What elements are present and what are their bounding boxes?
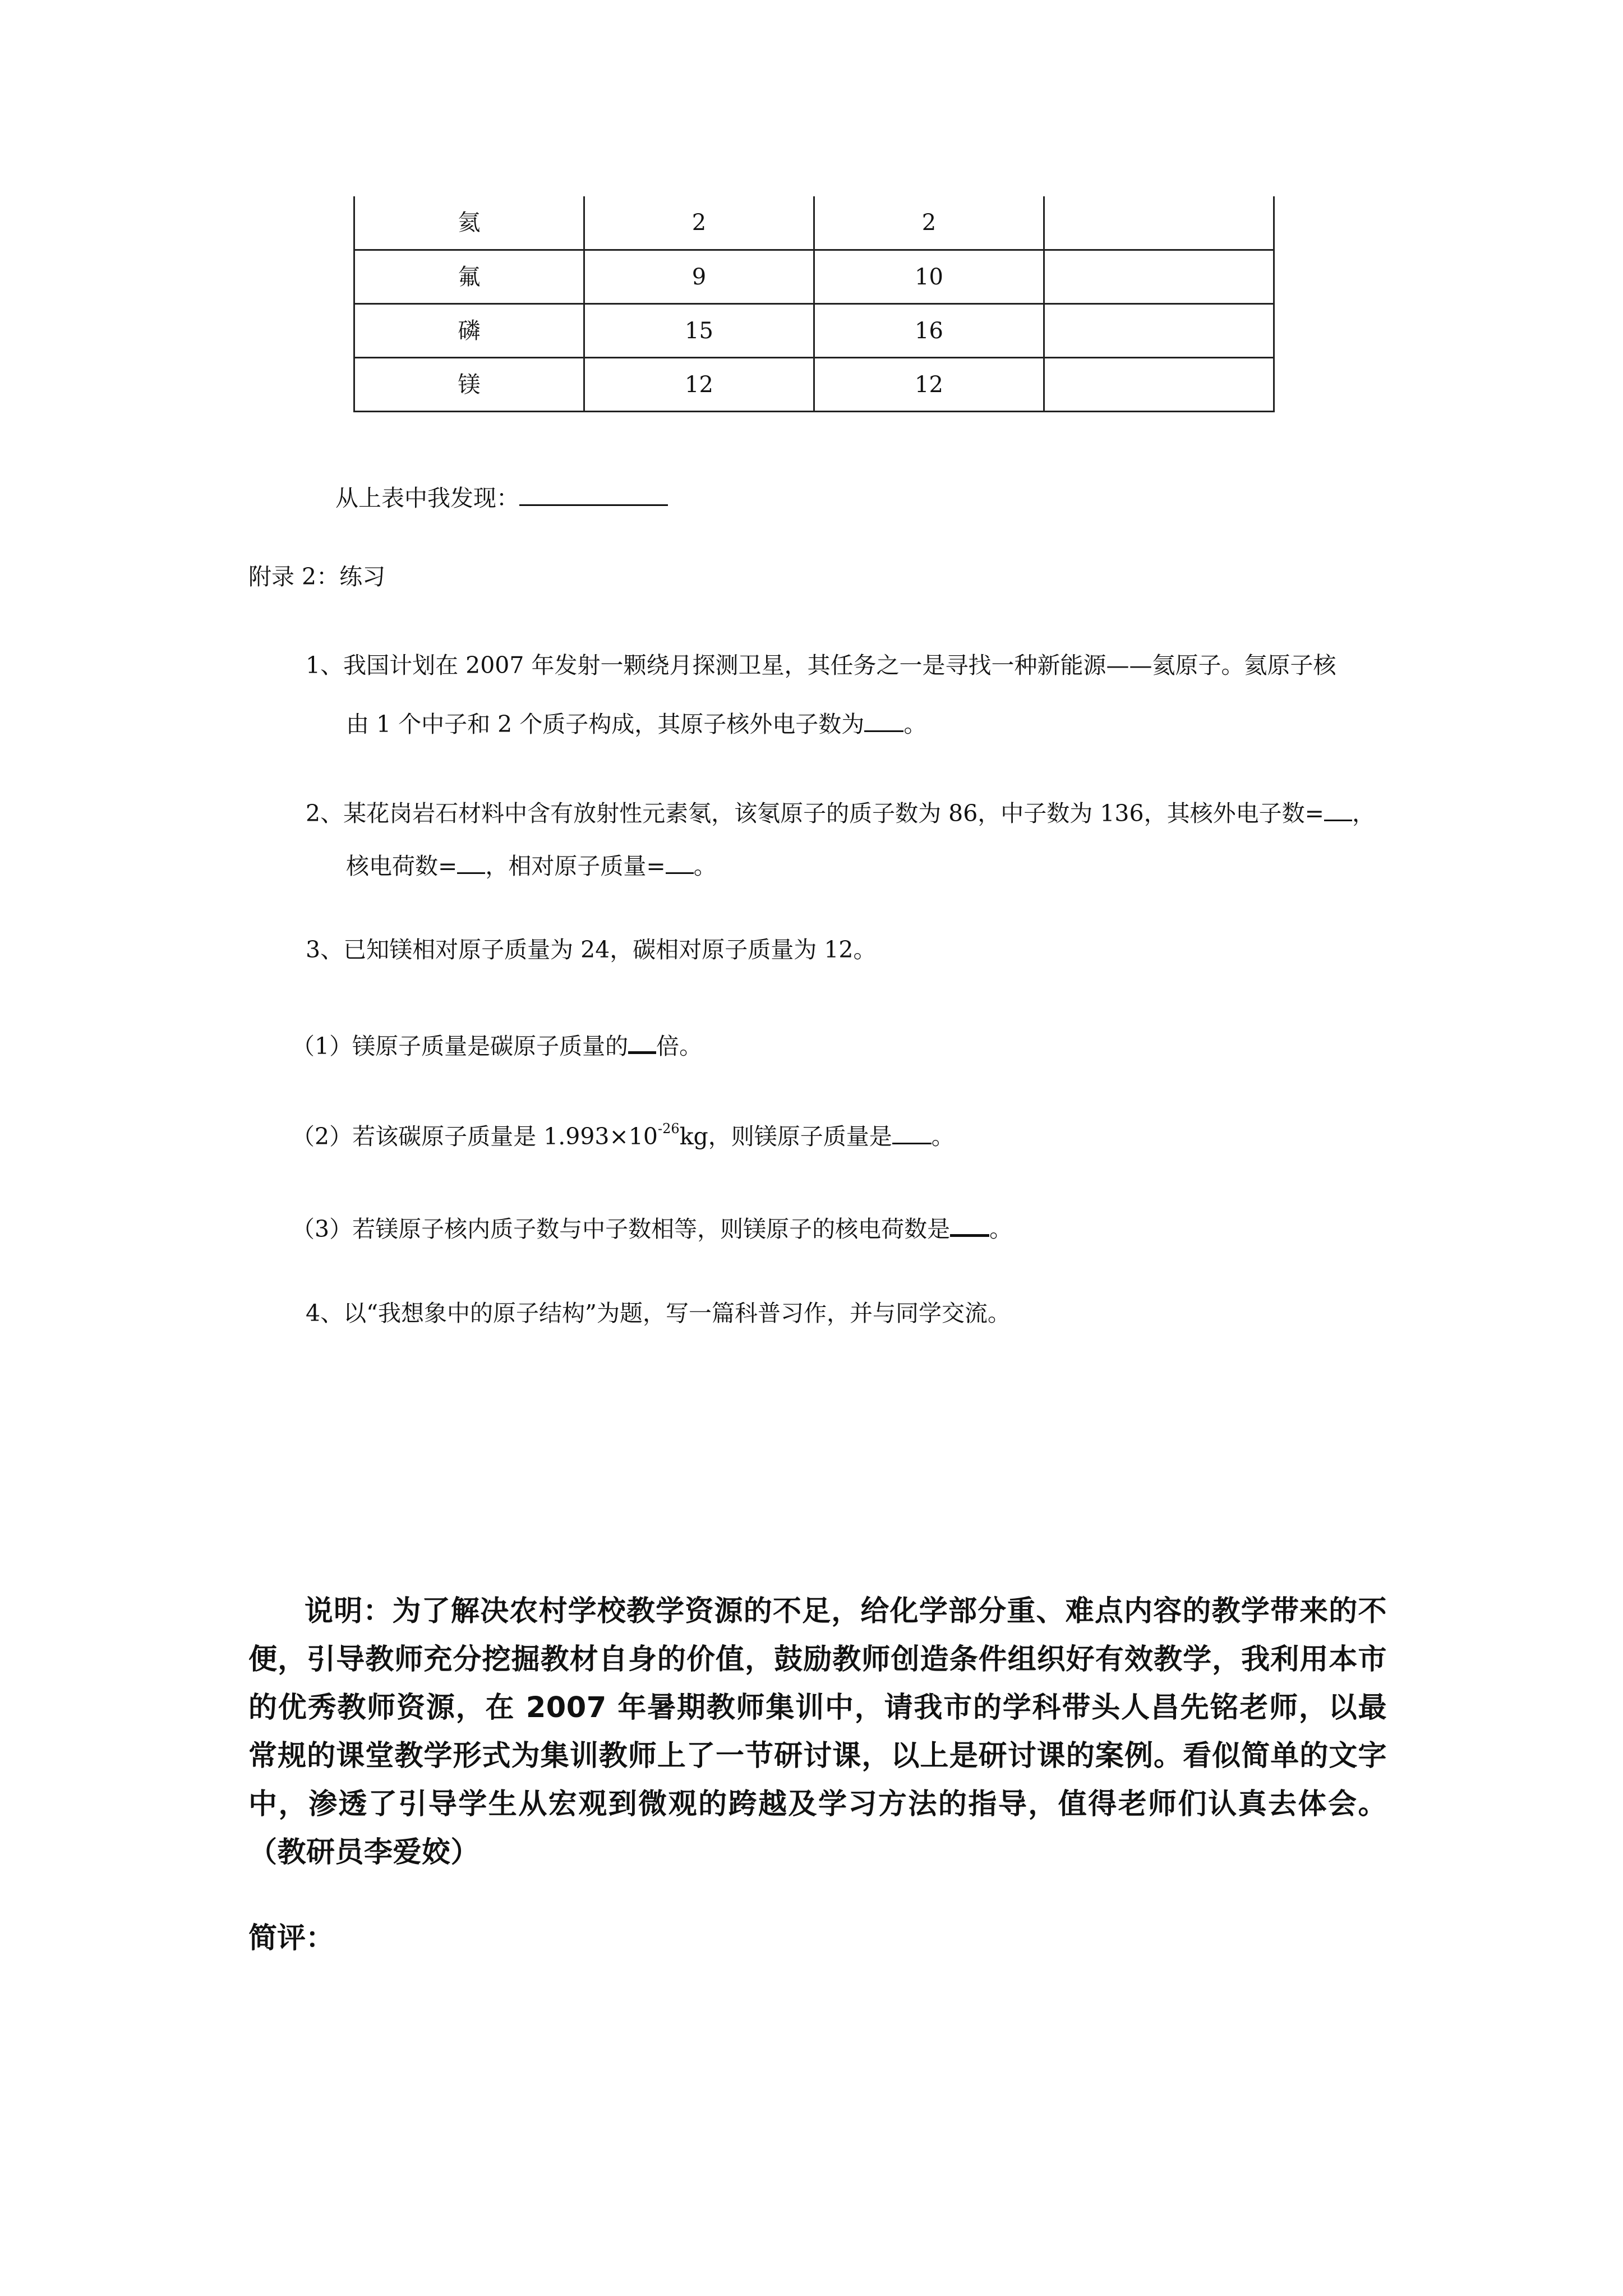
question-3-sub-1 <box>292 1028 702 1058</box>
review-label: 简评： <box>248 1922 335 1955</box>
answer-blank <box>892 1120 932 1144</box>
question-3-sub-2 <box>292 1120 955 1148</box>
table-row <box>354 304 1274 358</box>
question-2-sep: ， <box>1352 800 1375 827</box>
answer-blank <box>950 1211 989 1237</box>
answer-blank <box>457 849 485 874</box>
answer-blank <box>628 1028 656 1054</box>
table-cell-element: 磷 <box>354 304 584 358</box>
table-cell-neutrons: 16 <box>814 304 1044 358</box>
table-cell-protons: 12 <box>584 358 814 412</box>
table-cell-element: 镁 <box>354 358 584 412</box>
summary-paragraph: 说明：为了解决农村学校教学资源的不足，给化学部分重、难点内容的教学带来的不便，引导教师充分挖掘教材自身的价值，鼓励教师创造条件组织好有效教学，我利用本市的优秀教师资源，在 2007 年暑期教师集训中，请我市的学科带头人昌先铭老师，以最常规的课堂教学形式为集训教师上了一节研讨课，以上是研讨课的案例。看似简单的文字中，渗透了引导学生从宏观到微观的跨越及学习方法的指导，值得老师们认真去体会。（教研员李爱姣） <box>248 1595 1387 1869</box>
exponent: -26 <box>658 1121 680 1137</box>
table-cell-electrons <box>1044 358 1274 412</box>
question-2-line-2 <box>346 849 717 878</box>
question-1-end: 。 <box>903 711 927 738</box>
question-2-end: 。 <box>693 853 717 880</box>
table-row <box>354 196 1274 250</box>
appendix-title: 附录 2：练习 <box>248 563 386 590</box>
atomic-mass-label: ，相对原子质量= <box>485 853 666 880</box>
sub-3-text: （3）若镁原子核内质子数与中子数相等，则镁原子的核电荷数是 <box>292 1216 951 1243</box>
sub-2-mid: kg，则镁原子质量是 <box>679 1123 892 1150</box>
question-1-line-1: 1、我国计划在 2007 年发射一颗绕月探测卫星，其任务之一是寻找一种新能源——氦原子。氦原子核 <box>306 652 1336 679</box>
answer-blank <box>666 849 694 874</box>
table-row <box>354 358 1274 412</box>
finding-label: 从上表中我发现： <box>335 485 519 512</box>
answer-blank <box>1324 797 1352 821</box>
sub-2-end: 。 <box>931 1123 955 1150</box>
table-cell-neutrons: 10 <box>814 250 1044 304</box>
table-cell-element: 氟 <box>354 250 584 304</box>
table-cell-protons: 2 <box>584 196 814 250</box>
answer-blank <box>864 707 903 732</box>
question-3-sub-3 <box>292 1211 1012 1241</box>
table-cell-protons: 15 <box>584 304 814 358</box>
nuclear-charge-label: 核电荷数= <box>346 853 458 880</box>
sub-3-end: 。 <box>989 1216 1013 1243</box>
question-2-line-1 <box>306 797 1375 825</box>
question-2-text: 2、某花岗岩石材料中含有放射性元素氡，该氡原子的质子数为 86，中子数为 136，其核外电子数= <box>306 800 1324 827</box>
table-cell-electrons <box>1044 304 1274 358</box>
table-cell-electrons <box>1044 250 1274 304</box>
table-row <box>354 250 1274 304</box>
finding-line <box>335 481 668 510</box>
table-cell-neutrons: 12 <box>814 358 1044 412</box>
table-cell-electrons <box>1044 196 1274 250</box>
answer-blank <box>519 481 668 506</box>
table-cell-element: 氦 <box>354 196 584 250</box>
question-1-line-2 <box>346 707 926 736</box>
question-1-text: 由 1 个中子和 2 个质子构成，其原子核外电子数为 <box>346 711 865 738</box>
table-cell-protons: 9 <box>584 250 814 304</box>
sub-1-text: （1）镁原子质量是碳原子质量的 <box>292 1033 629 1060</box>
table-cell-neutrons: 2 <box>814 196 1044 250</box>
question-3-intro: 3、已知镁相对原子质量为 24，碳相对原子质量为 12。 <box>306 936 877 963</box>
sub-1-end: 倍。 <box>656 1033 703 1060</box>
element-table <box>353 196 1275 412</box>
sub-2-text: （2）若该碳原子质量是 1.993×10 <box>292 1123 658 1150</box>
question-4: 4、以“我想象中的原子结构”为题，写一篇科普习作，并与同学交流。 <box>306 1300 1011 1327</box>
